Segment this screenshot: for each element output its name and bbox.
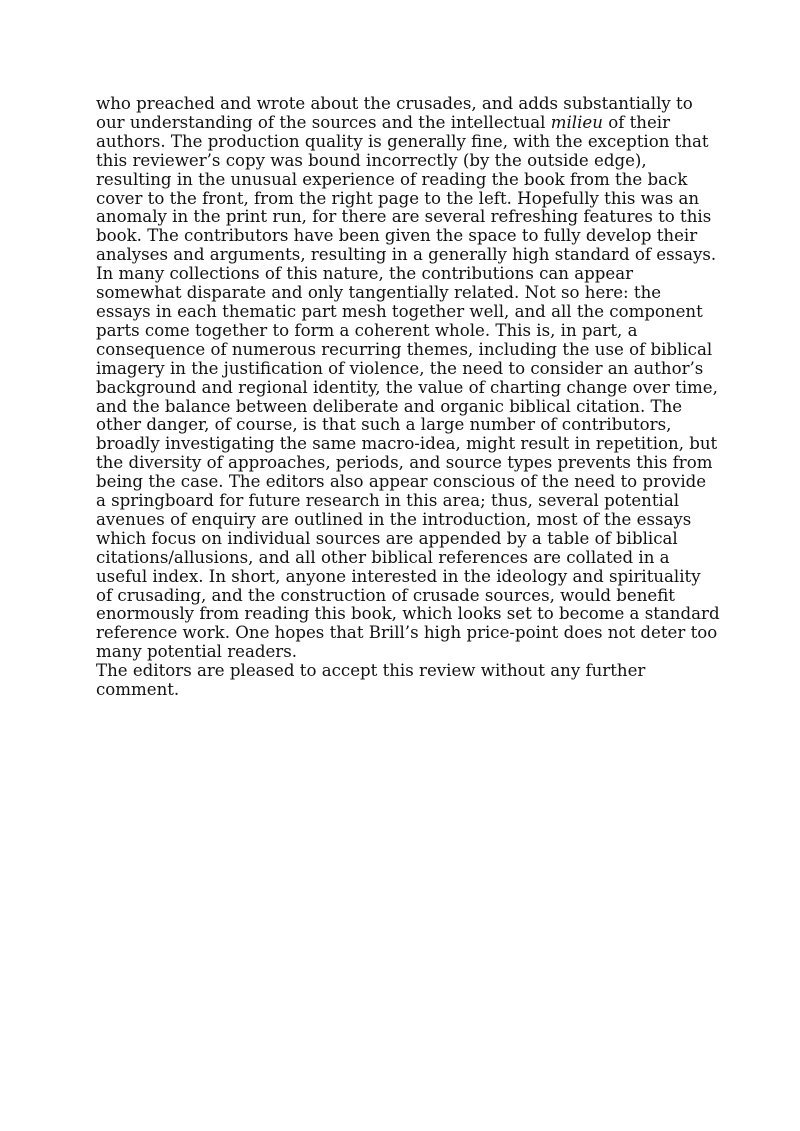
text-line: avenues of enquiry are outlined in the introduction, most of the essays bbox=[96, 509, 692, 529]
text-line: a springboard for future research in this area; thus, several potential bbox=[96, 491, 680, 511]
text-line: imagery in the justification of violence, the need to consider an author’s bbox=[96, 358, 704, 378]
text-line: useful index. In short, anyone interested in the ideology and spirituality bbox=[96, 566, 701, 586]
text-fragment: of their bbox=[602, 112, 671, 132]
text-line: parts come together to form a coherent whole. This is, in part, a bbox=[96, 320, 638, 340]
text-line bbox=[96, 114, 716, 133]
italic-term: milieu bbox=[550, 112, 603, 132]
review-text bbox=[96, 94, 720, 700]
text-line: book. The contributors have been given the space to fully develop their bbox=[96, 226, 698, 246]
text-line: analyses and arguments, resulting in a generally high standard of essays. bbox=[96, 245, 717, 265]
text-line: of crusading, and the construction of crusade sources, would benefit bbox=[96, 585, 675, 605]
text-line: broadly investigating the same macro-idea, might result in repetition, but bbox=[96, 434, 718, 454]
text-line: this reviewer’s copy was bound incorrectly (by the outside edge), bbox=[96, 150, 647, 170]
text-line: many potential readers. bbox=[96, 642, 298, 662]
text-line: the diversity of approaches, periods, and source types prevents this from bbox=[96, 453, 713, 473]
text-line: cover to the front, from the right page to the left. Hopefully this was an bbox=[96, 188, 700, 208]
text-line: In many collections of this nature, the contributions can appear bbox=[96, 264, 634, 284]
text-line: essays in each thematic part mesh together well, and all the component bbox=[96, 301, 703, 321]
text-line: citations/allusions, and all other biblical references are collated in a bbox=[96, 547, 670, 567]
text-line: anomaly in the print run, for there are several refreshing features to this bbox=[96, 207, 712, 227]
text-line: consequence of numerous recurring themes, including the use of biblical bbox=[96, 339, 713, 359]
text-line: reference work. One hopes that Brill’s high price-point does not deter too bbox=[96, 623, 718, 643]
text-line: other danger, of course, is that such a large number of contributors, bbox=[96, 415, 672, 435]
text-line: somewhat disparate and only tangentially related. Not so here: the bbox=[96, 283, 662, 303]
editors-note-paragraph bbox=[96, 662, 716, 700]
text-line: which focus on individual sources are appended by a table of biblical bbox=[96, 528, 678, 548]
text-fragment: our understanding of the sources and the intellectual bbox=[96, 112, 551, 132]
text-line: authors. The production quality is generally fine, with the exception that bbox=[96, 131, 709, 151]
review-paragraph bbox=[96, 94, 720, 662]
text-line: The editors are pleased to accept this review without any further bbox=[96, 661, 646, 681]
text-line: enormously from reading this book, which looks set to become a standard bbox=[96, 604, 720, 624]
text-line: comment. bbox=[96, 680, 180, 700]
text-line: background and regional identity, the value of charting change over time, bbox=[96, 377, 718, 397]
text-line: who preached and wrote about the crusades, and adds substantially to bbox=[96, 94, 693, 113]
text-line: being the case. The editors also appear conscious of the need to provide bbox=[96, 472, 707, 492]
text-line: and the balance between deliberate and organic biblical citation. The bbox=[96, 396, 683, 416]
text-line: resulting in the unusual experience of reading the book from the back bbox=[96, 169, 688, 189]
